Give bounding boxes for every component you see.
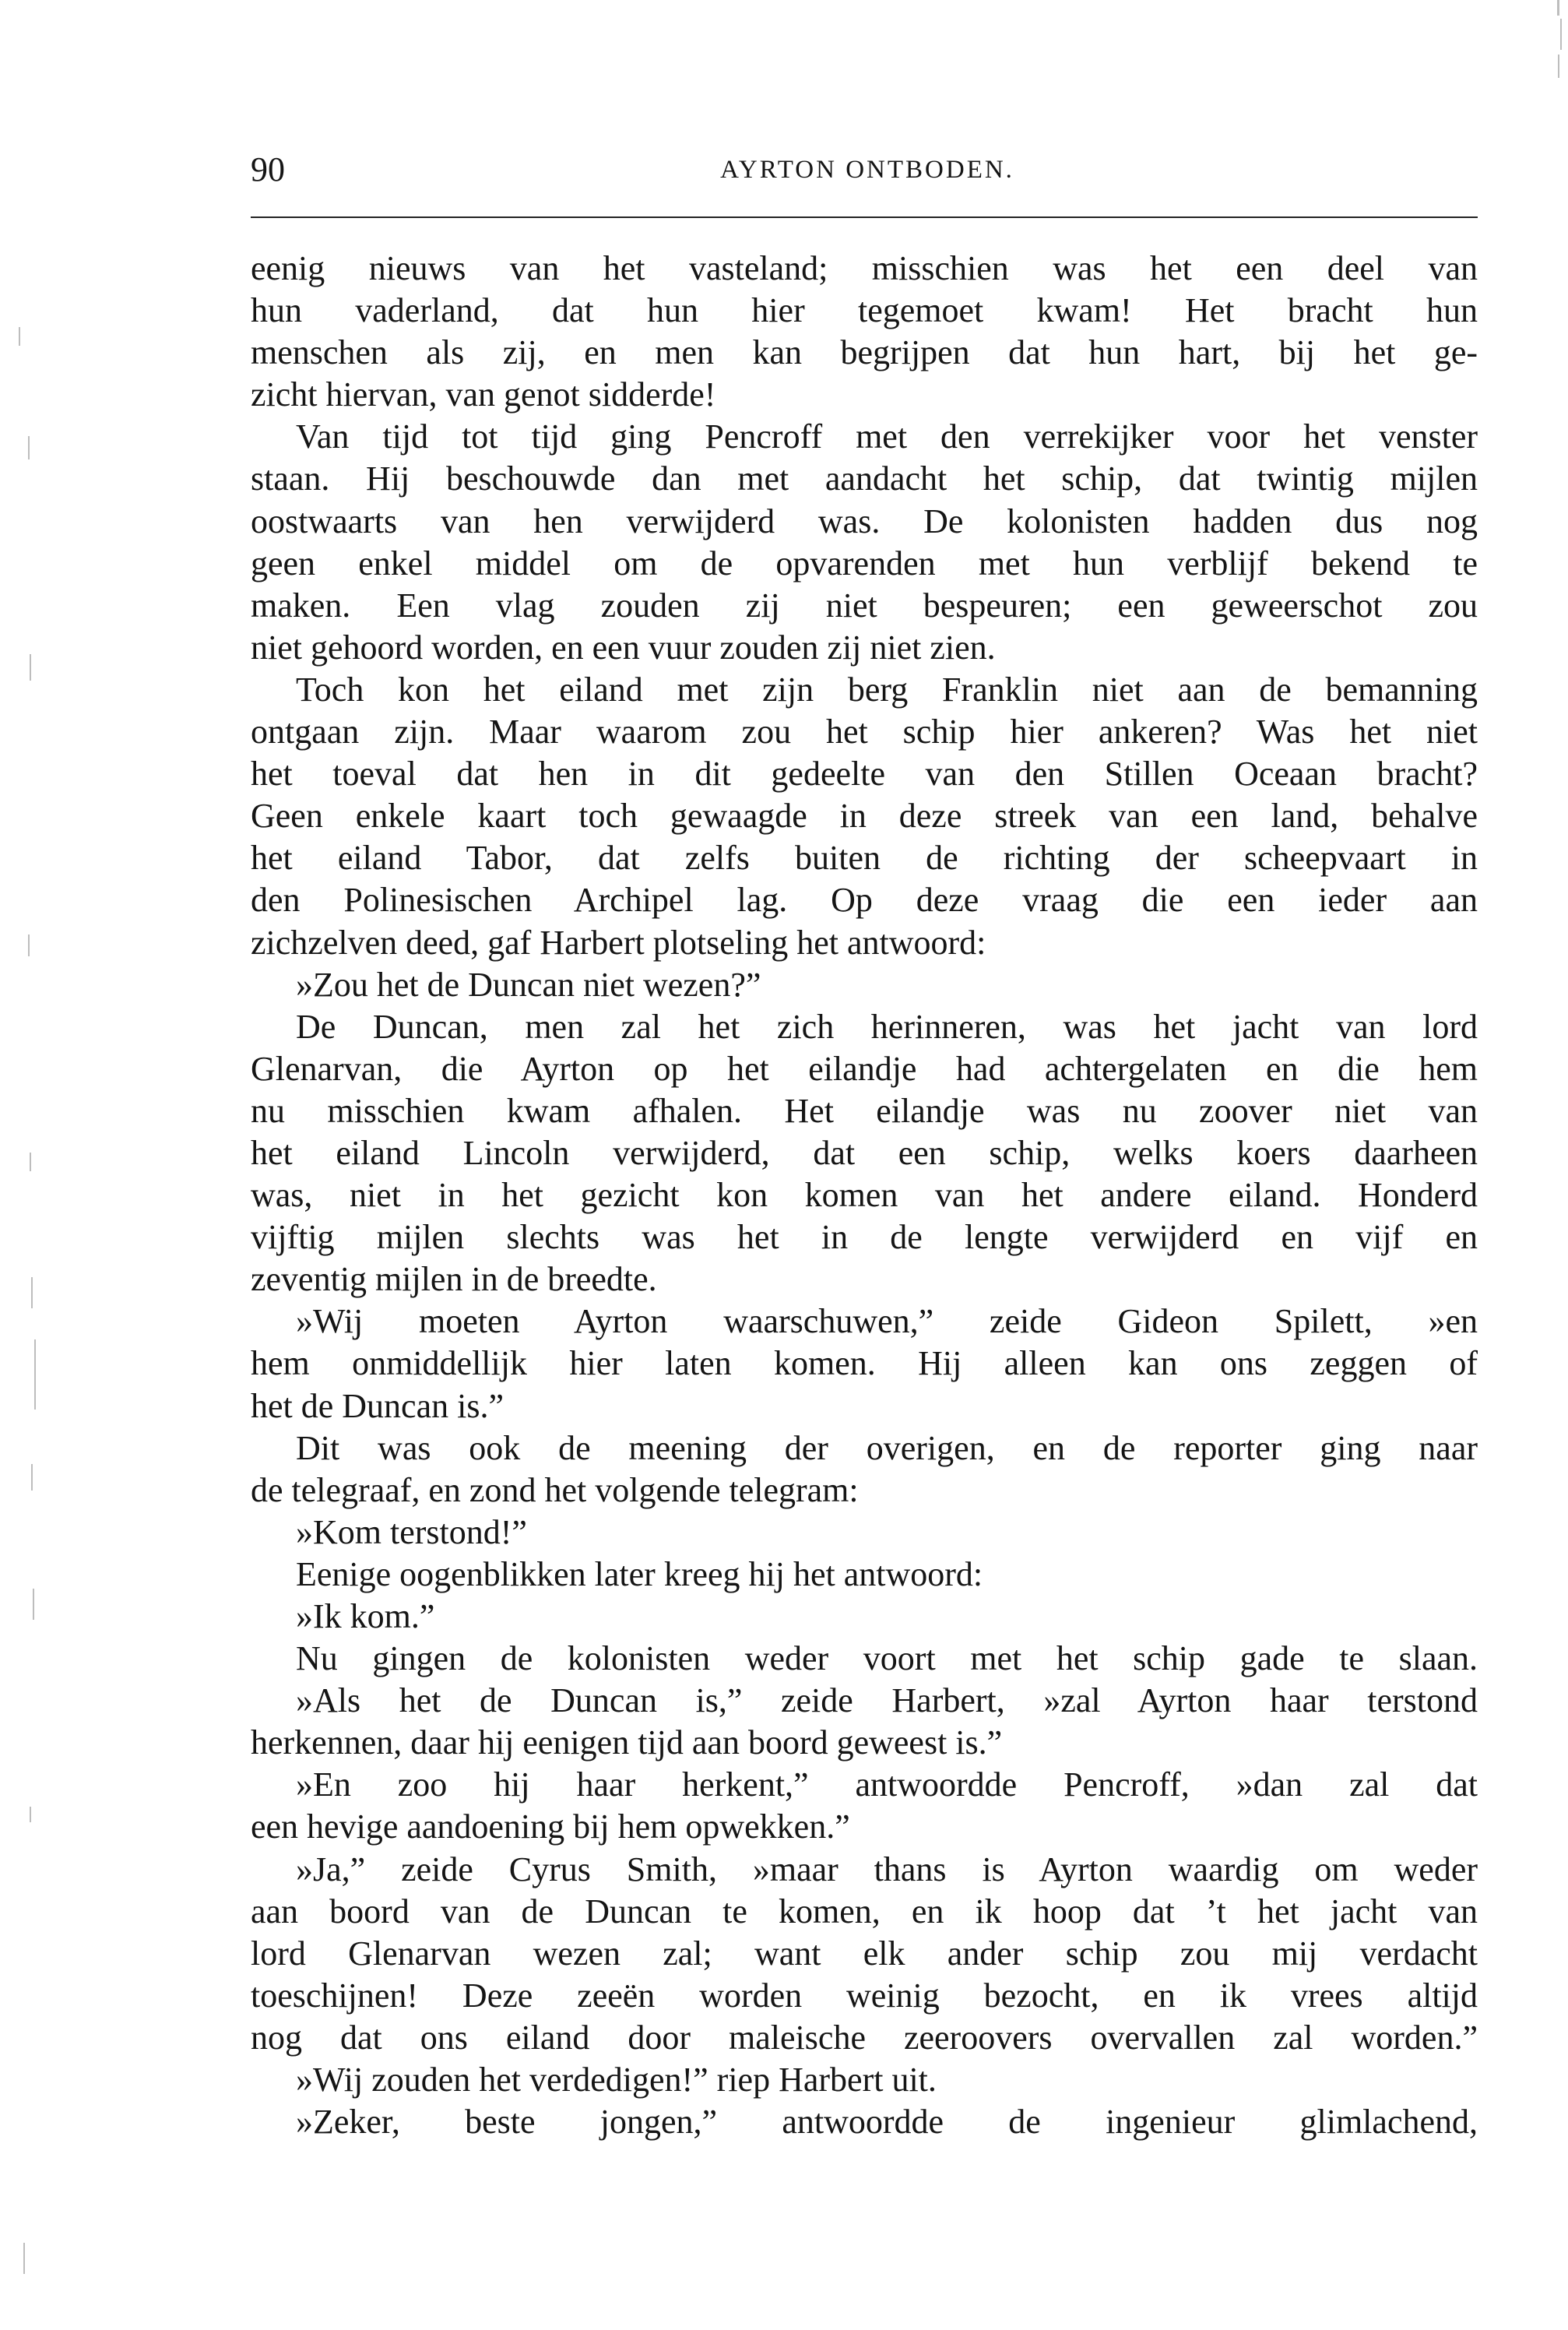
text-line: niet gehoord worden, en een vuur zouden zij niet zien.	[251, 628, 996, 667]
text-line: hem onmiddellijk hier laten komen. Hij alleen kan ons zeggen of	[251, 1344, 1478, 1383]
text-line: oostwaarts van hen verwijderd was. De kolonisten hadden dus nog	[251, 502, 1478, 540]
text-line: »Zou het de Duncan niet wezen?”	[296, 965, 761, 1004]
text-line: den Polinesischen Archipel lag. Op deze vraag die een ieder aan	[251, 881, 1478, 920]
text-line: »Ik kom.”	[296, 1597, 435, 1635]
page-header	[251, 146, 1478, 193]
text-line: nu misschien kwam afhalen. Het eilandje was nu zoover niet van	[251, 1091, 1478, 1130]
text-line: het toeval dat hen in dit gedeelte van den Stillen Oceaan bracht?	[251, 755, 1478, 794]
running-title: AYRTON ONTBODEN.	[720, 156, 1014, 184]
page-number: 90	[251, 150, 285, 188]
text-line: het de Duncan is.”	[251, 1386, 504, 1425]
text-line: Glenarvan, die Ayrton op het eilandje had achtergelaten en die hem	[251, 1049, 1478, 1088]
text-line: eenig nieuws van het vasteland; misschien was het een deel van	[251, 249, 1478, 287]
text-line: de telegraaf, en zond het volgende telegram:	[251, 1470, 859, 1509]
text-line: »Zeker, beste jongen,” antwoordde de ingenieur glimlachend,	[296, 2103, 1478, 2142]
text-line: hun vaderland, dat hun hier tegemoet kwam! Het bracht hun	[251, 291, 1478, 330]
text-line: »En zoo hij haar herkent,” antwoordde Pencroff, »dan zal dat	[296, 1765, 1478, 1804]
text-line: Nu gingen de kolonisten weder voort met het schip gade te slaan.	[296, 1639, 1478, 1678]
text-line: een hevige aandoening bij hem opwekken.”	[251, 1807, 850, 1846]
text-line: Toch kon het eiland met zijn berg Franklin niet aan de bemanning	[296, 670, 1478, 709]
body-text	[251, 248, 1478, 2143]
text-line: toeschijnen! Deze zeeën worden weinig bezocht, en ik vrees altijd	[251, 1976, 1478, 2015]
text-line: »Ja,” zeide Cyrus Smith, »maar thans is Ayrton waardig om weder	[296, 1850, 1478, 1888]
text-line: ontgaan zijn. Maar waarom zou het schip hier ankeren? Was het niet	[251, 713, 1478, 751]
text-line: »Wij zouden het verdedigen!” riep Harbert uit.	[296, 2061, 937, 2099]
text-line: het eiland Tabor, dat zelfs buiten de richting der scheepvaart in	[251, 839, 1478, 878]
text-line: »Als het de Duncan is,” zeide Harbert, »zal Ayrton haar terstond	[296, 1681, 1478, 1720]
text-line: Van tijd tot tijd ging Pencroff met den verrekijker voor het venster	[296, 417, 1478, 456]
text-line: »Wij moeten Ayrton waarschuwen,” zeide Gideon Spilett, »en	[296, 1302, 1478, 1341]
text-line: vijftig mijlen slechts was het in de lengte verwijderd en vijf en	[251, 1218, 1478, 1257]
text-line: »Kom terstond!”	[296, 1512, 527, 1551]
text-line: Dit was ook de meening der overigen, en de reporter ging naar	[296, 1428, 1478, 1467]
text-line: menschen als zij, en men kan begrijpen dat hun hart, bij het ge-	[251, 333, 1478, 372]
text-line: De Duncan, men zal het zich herinneren, was het jacht van lord	[296, 1007, 1478, 1046]
header-rule	[251, 216, 1478, 218]
text-line: zichzelven deed, gaf Harbert plotseling het antwoord:	[251, 923, 986, 962]
text-line: Geen enkele kaart toch gewaagde in deze streek van een land, behalve	[251, 797, 1478, 836]
text-line: aan boord van de Duncan te komen, en ik hoop dat ’t het jacht van	[251, 1892, 1478, 1931]
text-line: maken. Een vlag zouden zij niet bespeuren; een geweerschot zou	[251, 586, 1478, 625]
text-line: zicht hiervan, van genot sidderde!	[251, 375, 716, 414]
text-line: geen enkel middel om de opvarenden met hun verblijf bekend te	[251, 544, 1478, 582]
text-line: nog dat ons eiland door maleische zeeroovers overvallen zal worden.”	[251, 2018, 1478, 2057]
text-line: staan. Hij beschouwde dan met aandacht het schip, dat twintig mijlen	[251, 459, 1478, 498]
text-line: Eenige oogenblikken later kreeg hij het antwoord:	[296, 1554, 983, 1593]
text-line: herkennen, daar hij eenigen tijd aan boord geweest is.”	[251, 1723, 1003, 1762]
text-line: het eiland Lincoln verwijderd, dat een schip, welks koers daarheen	[251, 1133, 1478, 1172]
text-line: was, niet in het gezicht kon komen van het andere eiland. Honderd	[251, 1176, 1478, 1215]
text-line: lord Glenarvan wezen zal; want elk ander schip zou mij verdacht	[251, 1934, 1478, 1973]
text-line: zeventig mijlen in de breedte.	[251, 1260, 657, 1299]
